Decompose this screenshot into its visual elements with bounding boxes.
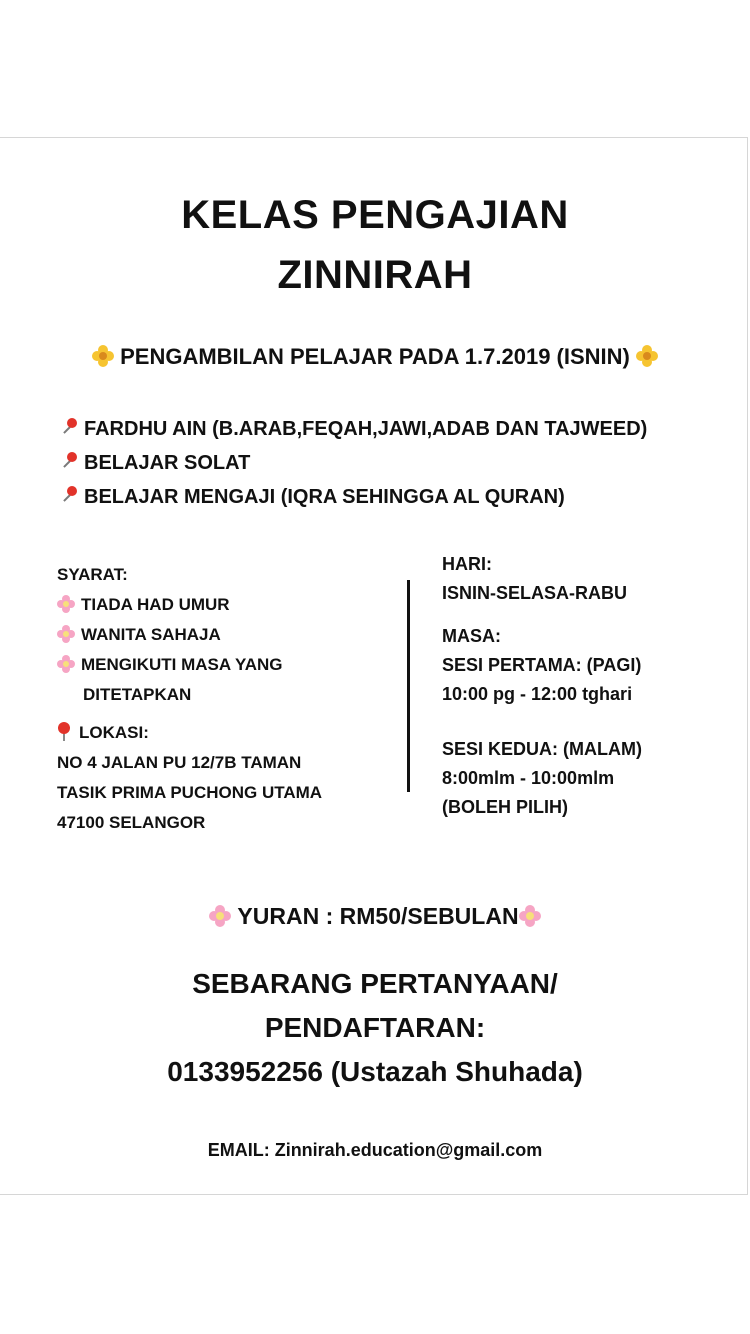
schedule-column bbox=[442, 550, 742, 822]
subject-list bbox=[58, 412, 647, 514]
sunflower-icon bbox=[636, 345, 658, 367]
cherry-blossom-icon bbox=[57, 595, 75, 613]
days-value: ISNIN-SELASA-RABU bbox=[442, 583, 628, 603]
location-heading: LOKASI: bbox=[79, 723, 149, 742]
poster-title-line-1: KELAS PENGAJIAN bbox=[181, 193, 569, 237]
cherry-blossom-icon bbox=[209, 905, 231, 927]
enquiry-phone: 0133952256 (Ustazah Shuhada) bbox=[167, 1056, 583, 1087]
fee-line bbox=[0, 898, 750, 934]
subject-text: BELAJAR SOLAT bbox=[84, 452, 251, 474]
session2-note: (BOLEH PILIH) bbox=[442, 797, 568, 817]
requirement-item bbox=[57, 590, 387, 620]
intake-announcement bbox=[0, 340, 750, 374]
fee-text: YURAN : RM50/SEBULAN bbox=[237, 903, 519, 929]
requirement-continuation: DITETAPKAN bbox=[83, 685, 192, 704]
column-divider bbox=[407, 580, 410, 792]
poster-title-line-2: ZINNIRAH bbox=[277, 253, 473, 297]
location-line: TASIK PRIMA PUCHONG UTAMA bbox=[57, 783, 323, 802]
subject-text: FARDHU AIN (B.ARAB,FEQAH,JAWI,ADAB DAN TAJWEED) bbox=[84, 418, 648, 440]
requirements-heading: SYARAT: bbox=[57, 565, 128, 584]
cherry-blossom-icon bbox=[57, 655, 75, 673]
subject-item bbox=[58, 446, 647, 480]
requirement-text: TIADA HAD UMUR bbox=[81, 595, 230, 614]
requirement-text: WANITA SAHAJA bbox=[81, 625, 221, 644]
session2-time: 8:00mlm - 10:00mlm bbox=[442, 768, 615, 788]
session1-time: 10:00 pg - 12:00 tghari bbox=[442, 684, 633, 704]
subject-text: BELAJAR MENGAJI (IQRA SEHINGGA AL QURAN) bbox=[84, 486, 565, 508]
requirement-item bbox=[57, 650, 387, 680]
session2-label: SESI KEDUA: (MALAM) bbox=[442, 739, 642, 759]
location-line: NO 4 JALAN PU 12/7B TAMAN bbox=[57, 753, 302, 772]
email-line: EMAIL: Zinnirah.education@gmail.com bbox=[207, 1140, 543, 1160]
enquiry-line-1: SEBARANG PERTANYAAN/ bbox=[192, 968, 558, 999]
days-heading: HARI: bbox=[442, 554, 492, 574]
requirement-text: MENGIKUTI MASA YANG bbox=[81, 655, 283, 674]
requirements-location-column bbox=[57, 560, 387, 838]
pushpin-icon bbox=[58, 417, 78, 437]
pushpin-icon bbox=[58, 485, 78, 505]
subject-item bbox=[58, 480, 647, 514]
requirement-item bbox=[57, 620, 387, 650]
enquiry-line-2: PENDAFTARAN: bbox=[264, 1012, 486, 1043]
subject-item bbox=[58, 412, 647, 446]
location-line: 47100 SELANGOR bbox=[57, 813, 206, 832]
enquiry-block bbox=[0, 962, 750, 1094]
time-heading: MASA: bbox=[442, 626, 501, 646]
cherry-blossom-icon bbox=[57, 625, 75, 643]
session1-label: SESI PERTAMA: (PAGI) bbox=[442, 655, 642, 675]
sunflower-icon bbox=[92, 345, 114, 367]
intake-text: PENGAMBILAN PELAJAR PADA 1.7.2019 (ISNIN) bbox=[120, 344, 630, 369]
pushpin-icon bbox=[58, 451, 78, 471]
cherry-blossom-icon bbox=[519, 905, 541, 927]
location-heading-row bbox=[57, 718, 387, 748]
round-pushpin-icon bbox=[57, 722, 71, 742]
